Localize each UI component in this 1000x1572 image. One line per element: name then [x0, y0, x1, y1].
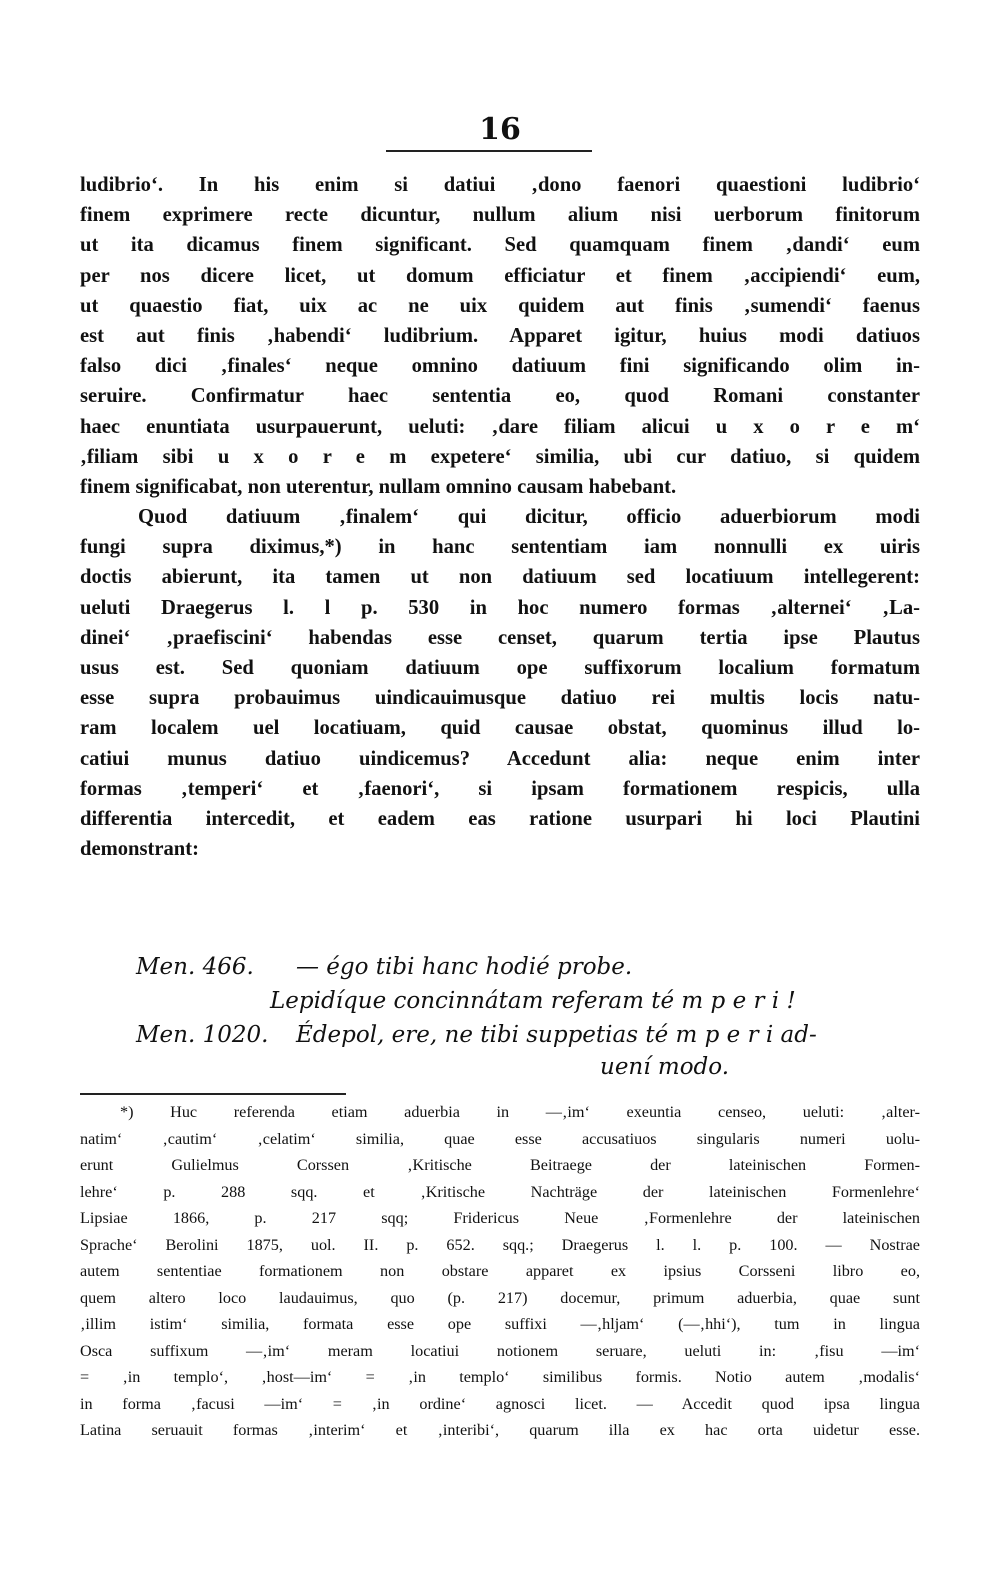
text-line: seruire. Confirmatur haec sententia eo, quod Romani constanter [80, 385, 920, 408]
footnote-line: Lipsiae 1866, p. 217 sqq; Fridericus Neue ‚Formenlehre der lateinischen [80, 1209, 920, 1227]
text-line: finem exprimere recte dicuntur, nullum alium nisi uerborum finitorum [80, 204, 920, 227]
text-line: ut quaestio fiat, uix ac ne uix quidem aut finis ‚sumendi‘ faenus [80, 294, 920, 317]
text-line: ut ita dicamus finem significant. Sed quamquam finem ‚dandi‘ eum [80, 234, 920, 257]
text-line: formas ‚temperi‘ et ‚faenori‘, si ipsam formationem respicis, ulla [80, 777, 920, 800]
text-line: fungi supra diximus,*) in hanc sententiam iam nonnulli ex uiris [80, 536, 920, 559]
footnote-line: Latina seruauit formas ‚interim‘ et ‚interibi‘, quarum illa ex hac orta uidetur esse. [80, 1421, 920, 1439]
footnote-line: in forma ‚facusi —im‘ = ‚in ordine‘ agnosci licet. — Accedit quod ipsa lingua [80, 1394, 920, 1413]
footnote-block [80, 1099, 920, 1444]
text-line: catiui munus datiuo uindicemus? Accedunt alia: neque enim inter [80, 747, 920, 770]
verse-text: Lepidíque concinnátam referam té m p e r i ! [270, 988, 796, 1014]
verse-line-2 [270, 984, 1000, 1018]
text-line: ueluti Draegerus l. l p. 530 in hoc numero formas ‚alternei‘ ‚La- [80, 596, 920, 619]
footnote-line: = ‚in templo‘, ‚host—im‘ = ‚in templo‘ similibus formis. Notio autem ‚modalis‘ [80, 1368, 920, 1386]
text-line: dinei‘ ‚praefiscini‘ habendas esse censet, quarum tertia ipse Plautus [80, 626, 920, 649]
footnote-line: Sprache‘ Berolini 1875, uol. II. p. 652. sqq.; Draegerus l. l. p. 100. — Nostrae [80, 1235, 920, 1254]
text-line: Quod datiuum ‚finalem‘ qui dicitur, officio aduerbiorum modi [138, 506, 920, 529]
header-rule [386, 150, 592, 152]
footnote-line: lehre‘ p. 288 sqq. et ‚Kritische Nachträge der lateinischen Formenlehre‘ [80, 1182, 920, 1201]
verse-line-1 [136, 950, 976, 984]
footnote-line: quem altero loco laudauimus, quo (p. 217) docemur, primum aduerbia, quae sunt [80, 1288, 920, 1307]
text-line: ludibrio‘. In his enim si datiui ‚dono faenori quaestioni ludibrio‘ [80, 174, 920, 196]
footnote-line: autem sententiae formationem non obstare apparet ex ipsius Corsseni libro eo, [80, 1262, 920, 1280]
text-line: usus est. Sed quoniam datiuum ope suffixorum localium formatum [80, 657, 920, 679]
verse-text: — égo tibi hanc hodié probe. [296, 954, 633, 980]
verse-line-3 [136, 1018, 976, 1052]
verse-source: Men. 1020. [136, 1022, 269, 1048]
text-line: finem significabat, non uterentur, nullam omnino causam habebant. [80, 475, 677, 498]
footnote-line: *) Huc referenda etiam aduerbia in —‚im‘ exeuntia censeo, ueluti: ‚alter- [120, 1103, 920, 1121]
footnote-line: Osca suffixum —‚im‘ meram locatiui notionem seruare, ueluti in: ‚fisu —im‘ [80, 1341, 920, 1360]
text-line: doctis abierunt, ita tamen ut non datiuum sed locatiuum intellegerent: [80, 566, 920, 589]
verse-text: uení modo. [600, 1054, 730, 1080]
footnote-line: natim‘ ‚cautim‘ ‚celatim‘ similia, quae esse accusatiuos singularis numeri uolu- [80, 1129, 920, 1148]
main-text-block [80, 170, 920, 864]
text-line: per nos dicere licet, ut domum efficiatur et finem ‚accipiendi‘ eum, [80, 264, 920, 287]
text-line: demonstrant: [80, 838, 199, 861]
text-line: ‚filiam sibi u x o r e m expetere‘ similia, ubi cur datiuo, si quidem [80, 445, 920, 468]
footnote-rule [80, 1093, 346, 1095]
text-line: ram localem uel locatiuam, quid causae obstat, quominus illud lo- [80, 717, 920, 740]
text-line: differentia intercedit, et eadem eas ratione usurpari hi loci Plautini [80, 807, 920, 830]
verse-text: Édepol, ere, ne tibi suppetias té m p e r i ad- [296, 1022, 817, 1048]
page-number: 16 [479, 112, 521, 147]
text-line: est aut finis ‚habendi‘ ludibrium. Apparet igitur, huius modi datiuos [80, 324, 920, 347]
text-line: esse supra probauimus uindicauimusque datiuo rei multis locis natu- [80, 687, 920, 710]
footnote-line: ‚illim istim‘ similia, formata esse ope suffixi —‚hljam‘ (—‚hhi‘), tum in lingua [80, 1315, 920, 1333]
verse-line-4 [600, 1050, 1000, 1084]
footnote-line: erunt Gulielmus Corssen ‚Kritische Beitraege der lateinischen Formen- [80, 1156, 920, 1174]
text-line: falso dici ‚finales‘ neque omnino datiuum fini significando olim in- [80, 355, 920, 378]
verse-source: Men. 466. [136, 954, 254, 980]
text-line: haec enuntiata usurpauerunt, ueluti: ‚dare filiam alicui u x o r e m‘ [80, 415, 920, 438]
